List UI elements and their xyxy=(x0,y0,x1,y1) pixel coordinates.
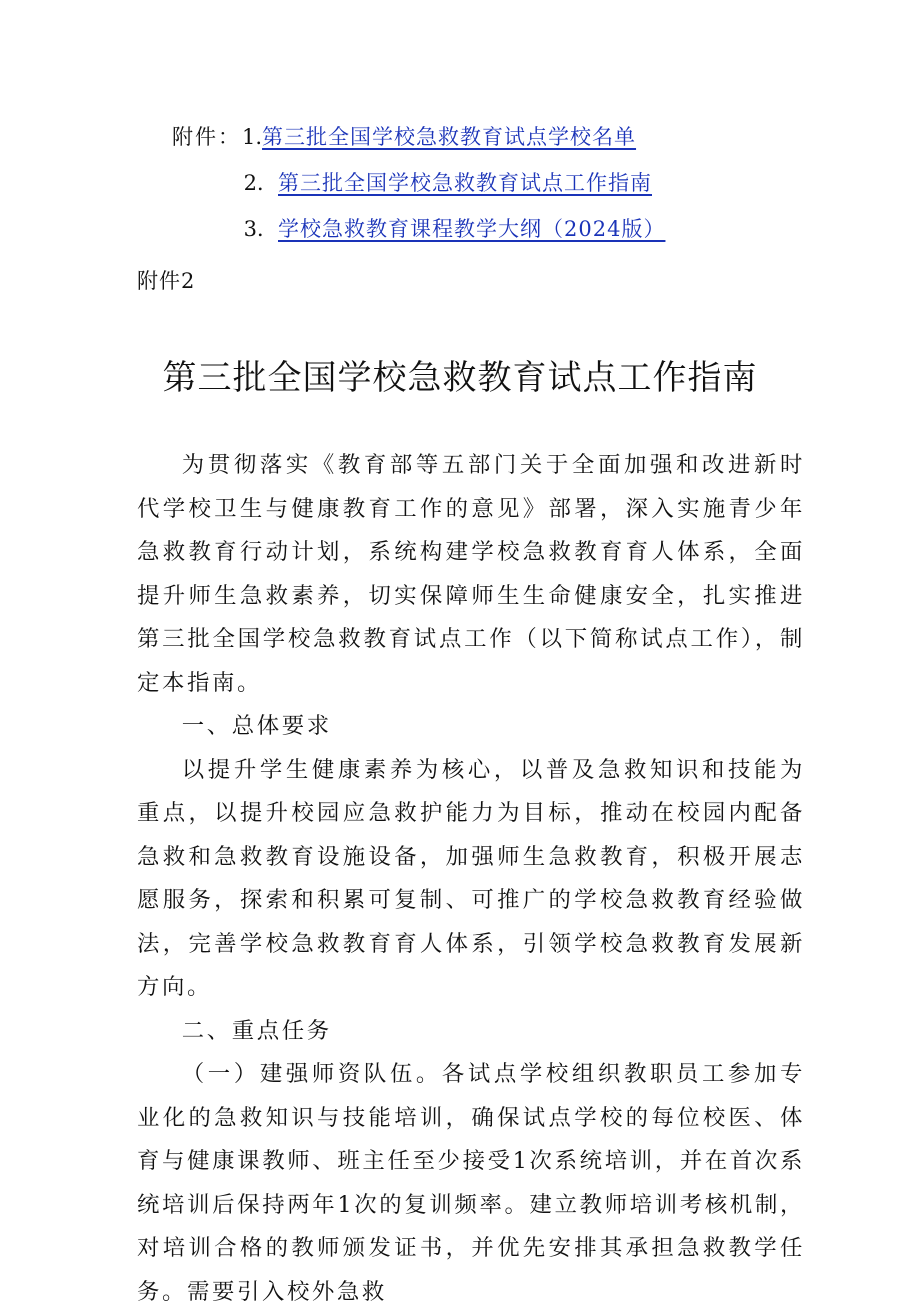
attachment-link-1[interactable]: 第三批全国学校急救教育试点学校名单 xyxy=(262,125,637,149)
section-paragraph-general: 以提升学生健康素养为核心，以普及急救知识和技能为重点，以提升校园应急救护能力为目标，推动在校园内配备急救和急救教育设施设备，加强师生急救教育，积极开展志愿服务，探索和积累可复制、可推广的学校急救教育经验做法，完善学校急救教育育人体系，引领学校急救教育发展新方向。 xyxy=(137,756,805,1000)
attachment-link-3[interactable]: 学校急救教育课程教学大纲（2024版） xyxy=(278,217,666,241)
attachment-link-2[interactable]: 第三批全国学校急救教育试点工作指南 xyxy=(278,171,652,195)
intro-paragraph: 为贯彻落实《教育部等五部门关于全面加强和改进新时代学校卫生与健康教育工作的意见》部署，深入实施青少年急救教育行动计划，系统构建学校急救教育育人体系，全面提升师生急救素养，切实保障师生生命健康安全，扎实推进第三批全国学校急救教育试点工作（以下简称试点工作），制定本指南。 xyxy=(137,452,805,696)
attachment-number: 3． xyxy=(243,217,278,241)
attachment-row-1 xyxy=(172,118,772,164)
attachment-label: 附件： xyxy=(172,125,241,149)
attachment-list xyxy=(172,118,772,256)
section-heading-general: 一、总体要求 xyxy=(181,713,332,739)
document-body xyxy=(137,444,805,1314)
attachment-row-2 xyxy=(172,164,772,210)
section-heading-tasks: 二、重点任务 xyxy=(181,1017,332,1044)
annex-tag: 附件2 xyxy=(137,269,196,293)
attachment-row-3 xyxy=(172,210,772,256)
page-title: 第三批全国学校急救教育试点工作指南 xyxy=(162,358,758,398)
section-paragraph-task-1: （一）建强师资队伍。各试点学校组织教职员工参加专业化的急救知识与技能培训，确保试点学校的每位校医、体育与健康课教师、班主任至少接受1次系统培训，并在首次系统培训后保持两年1次的复训频率。建立教师培训考核机制，对培训合格的教师颁发证书，并优先安排其承担急救教学任务。需要引入校外急救 xyxy=(137,1061,805,1305)
attachment-number: 2． xyxy=(243,171,278,195)
attachment-number: 1. xyxy=(242,125,263,149)
